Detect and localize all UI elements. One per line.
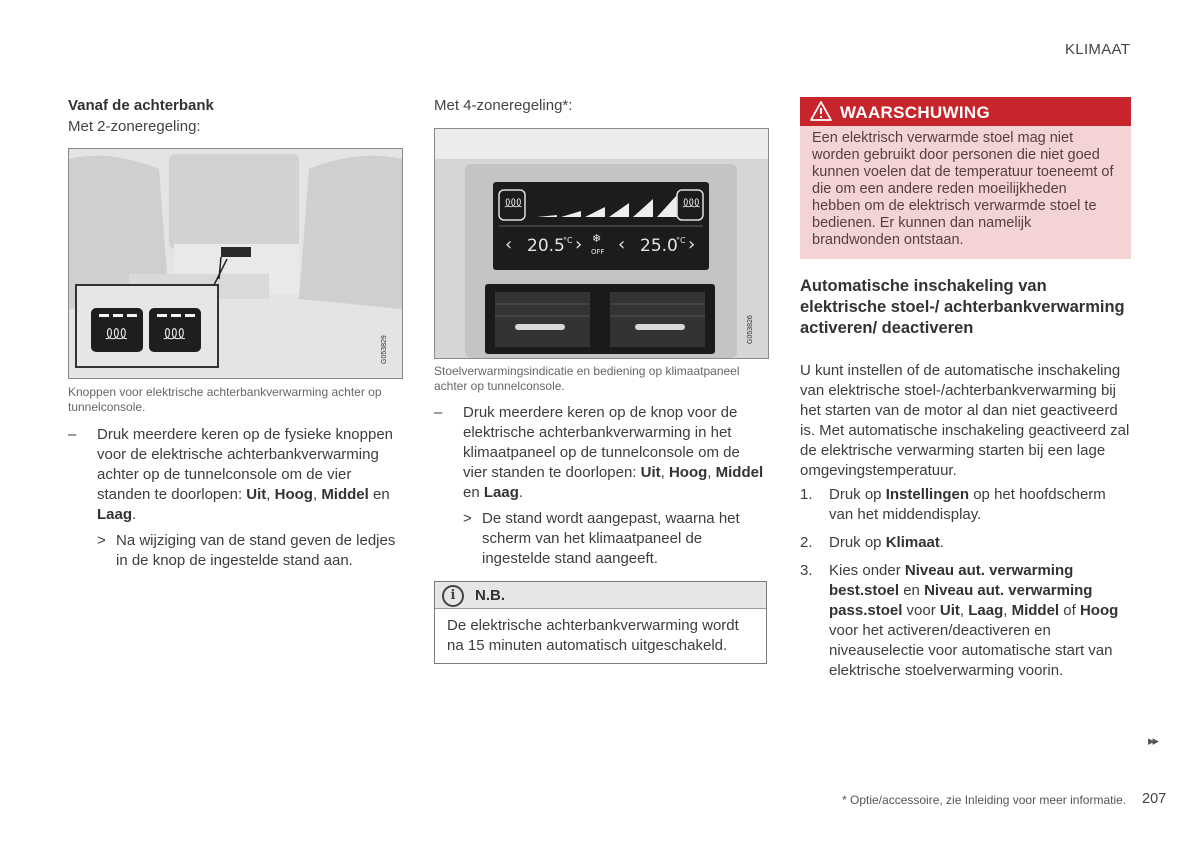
numbered-steps	[800, 485, 1132, 689]
auto-heating-heading: Automatische inschakeling van elektrische stoel-/ achterbankverwarming activeren/ deactiveren	[800, 277, 1125, 337]
warning-header	[800, 97, 1131, 126]
step-number: 2.	[800, 534, 813, 551]
climate-display	[493, 182, 709, 270]
result-text: Na wijziging van de stand geven de ledjes in de knop de ingestelde stand aan.	[116, 532, 396, 569]
step-marker: –	[434, 404, 443, 421]
step-text: Druk meerdere keren op de knop voor de elektrische achterbankverwarming in het klimaatpaneel op de tunnelconsole om de vier standen te doorlopen: Uit, Hoog, Middel en Laag.	[463, 404, 764, 501]
step-3	[800, 561, 1132, 681]
figure-climate-panel	[434, 128, 769, 359]
page-number: 207	[1142, 791, 1167, 807]
step-result	[463, 509, 767, 569]
seat-heat-icon: ⅏	[106, 322, 127, 344]
fan-level-bars	[493, 182, 709, 270]
led-indicators	[99, 314, 137, 317]
step-text: Druk meerdere keren op de fysieke knoppen voor de elektrische achterbankverwarming achter op de tunnelconsole om de vier standen te doorlopen: Uit, Hoog, Middel en Laag.	[97, 426, 394, 523]
step-text: Kies onder Niveau aut. verwarming best.stoel en Niveau aut. verwarming pass.stoel voor Uit, Laag, Middel of Hoog voor het activeren/deactiveren en niveauselectie voor automatische start van elektrische stoelverwarming voorin.	[829, 562, 1119, 679]
result-text: De stand wordt aangepast, waarna het scherm van het klimaatpaneel de ingestelde stand aangeeft.	[482, 510, 740, 567]
instruction-list	[434, 403, 767, 569]
step-1	[800, 485, 1132, 525]
seat-heat-icon: ⅏	[164, 322, 185, 344]
step-2	[800, 533, 1132, 553]
warning-triangle-icon	[810, 101, 832, 121]
seat-heat-left-icon[interactable]: ⅏	[505, 192, 522, 211]
note-box	[434, 581, 767, 664]
auto-heating-intro: U kunt instellen of de automatische inschakeling van elektrische stoel-/achterbankverwarming bij het starten van de motor al dan niet geactiveerd is. Met automatische inschakeling geactiveerd zal de elektrische verwarming starten bij een lage omgevingstemperatuur.	[800, 362, 1130, 479]
step-text: Druk op Klimaat.	[829, 534, 945, 551]
result-marker: >	[463, 510, 472, 527]
figure-id: G053829	[381, 335, 388, 364]
instruction-list	[68, 425, 403, 571]
chevron-left-icon[interactable]: ‹	[505, 234, 513, 255]
warning-box	[800, 97, 1131, 259]
figure-caption: Stoelverwarmingsindicatie en bediening op klimaatpaneel achter op tunnelconsole.	[434, 364, 740, 393]
figure-id: G053826	[747, 315, 754, 344]
note-header	[435, 582, 766, 609]
result-marker: >	[97, 532, 106, 549]
seat-heat-right-icon[interactable]: ⅏	[683, 192, 700, 211]
figure-tunnel-console-buttons	[68, 148, 403, 379]
chevron-right-icon[interactable]: ›	[688, 234, 696, 255]
step-text: Druk op Instellingen op het hoofdscherm van het middendisplay.	[829, 486, 1106, 523]
left-temp: 20.5	[527, 236, 565, 256]
warning-text: Een elektrisch verwarmde stoel mag niet worden gebruikt door personen die niet goed kunnen voelen dat de temperatuur toeneemt of die om een andere reden moeilijkheden hebben om de elektrisch verwarmde stoel te bedienen. Er kunnen dan namelijk brandwonden ontstaan.	[812, 130, 1114, 248]
right-seat-heat-button[interactable]	[149, 308, 201, 352]
instruction-step	[434, 403, 767, 503]
step-result	[97, 531, 403, 571]
subheading-4-zone: Met 4-zoneregeling*:	[434, 97, 573, 114]
warning-title: WAARSCHUWING	[840, 103, 990, 122]
footnote: * Optie/accessoire, zie Inleiding voor meer informatie.	[842, 793, 1127, 807]
chevron-left-icon[interactable]: ‹	[618, 234, 626, 255]
info-icon: i	[442, 585, 464, 607]
led-indicators	[157, 314, 195, 317]
instruction-step	[68, 425, 403, 525]
air-vents	[485, 284, 715, 354]
step-number: 1.	[800, 486, 813, 503]
chevron-right-icon[interactable]: ›	[575, 234, 583, 255]
right-temp-unit: °C	[676, 236, 686, 245]
subheading-2-zone: Met 2-zoneregeling:	[68, 118, 201, 135]
section-title: KLIMAAT	[1065, 41, 1131, 58]
note-title: N.B.	[475, 587, 505, 604]
figure-caption: Knoppen voor elektrische achterbankverwarming achter op tunnelconsole.	[68, 385, 382, 414]
note-text: De elektrische achterbankverwarming wordt na 15 minuten automatisch uitgeschakeld.	[447, 617, 739, 654]
step-number: 3.	[800, 562, 813, 579]
left-temp-unit: °C	[563, 236, 573, 245]
section-heading: Vanaf de achterbank	[68, 97, 214, 114]
fan-icon[interactable]: ❄	[592, 232, 602, 245]
fan-off-label: OFF	[591, 248, 605, 256]
vent-grille	[485, 284, 715, 354]
continue-arrows-icon: ▸▸	[1148, 733, 1158, 748]
right-temp: 25.0	[640, 236, 678, 256]
step-marker: –	[68, 426, 77, 443]
left-seat-heat-button[interactable]	[91, 308, 143, 352]
button-closeup-inset	[75, 284, 219, 368]
